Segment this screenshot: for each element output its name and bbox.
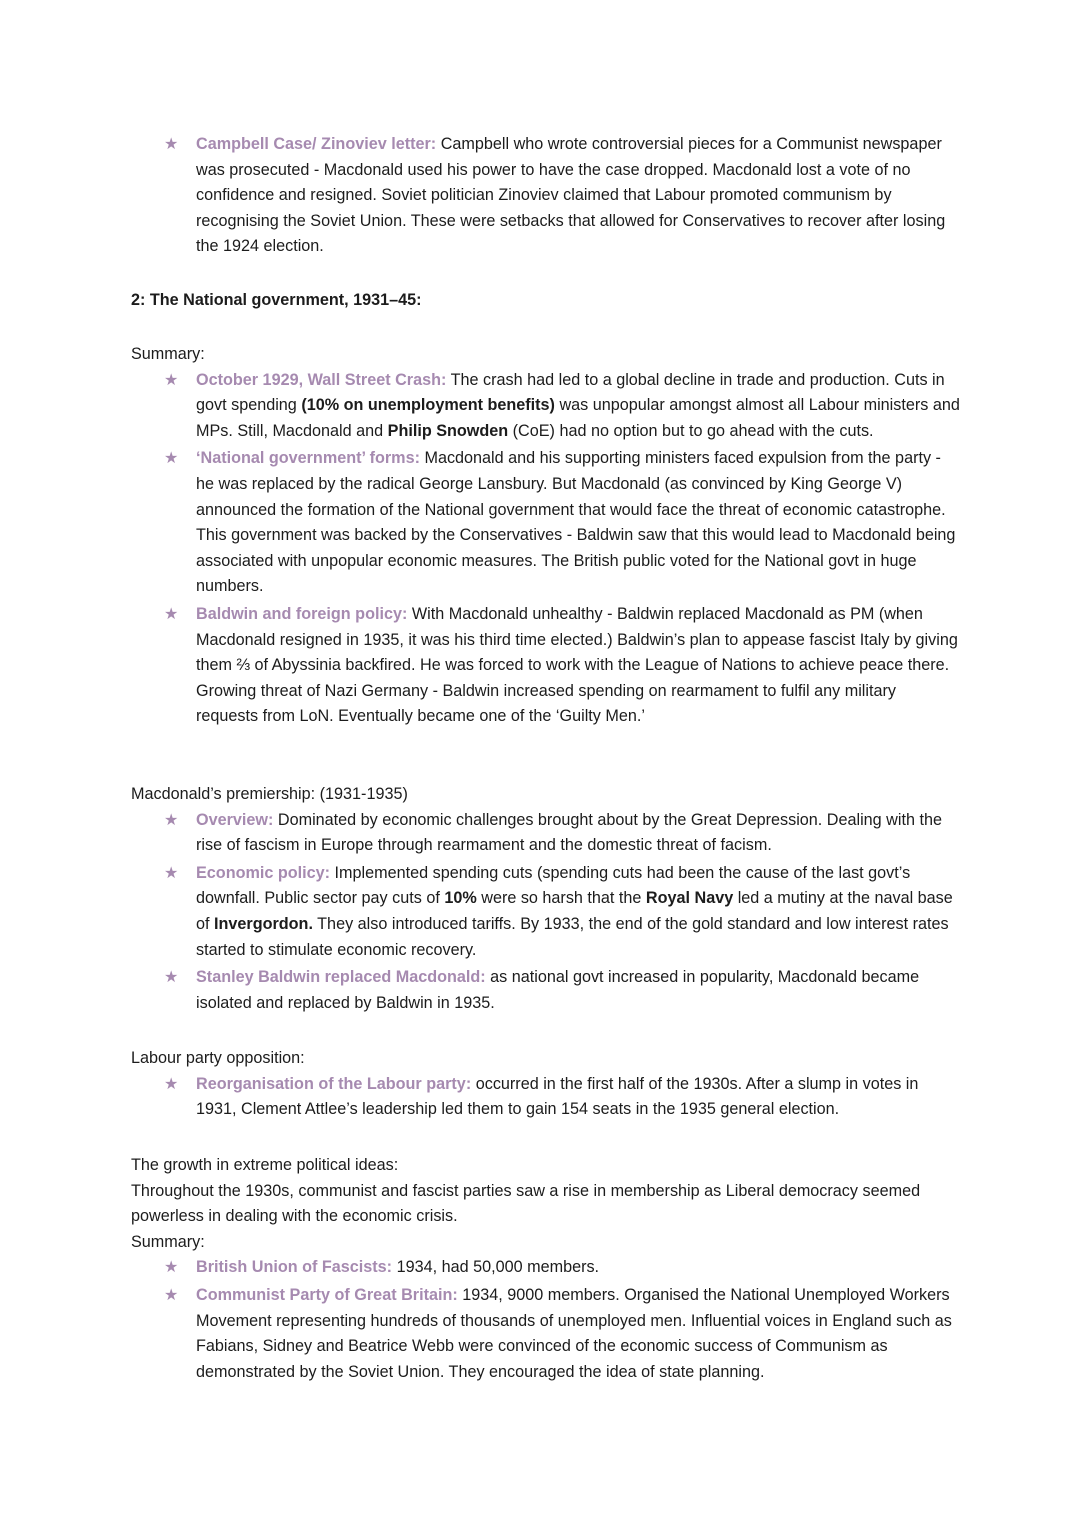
bold-text: 10% bbox=[444, 889, 477, 908]
premiership-section bbox=[131, 782, 961, 1018]
bullet-text: 1934, 9000 members. Organised the National Unemployed Workers Movement representing hundreds of thousands of unemployed men. Influential voices in England such as Fabians, Sidney and Beatrice Webb were convinced of the economic success of Communism as demonstrated by the Soviet Union. They encouraged the idea of state planning. bbox=[196, 1285, 952, 1381]
list-item bbox=[131, 965, 961, 1016]
summary-section bbox=[131, 342, 961, 732]
bullet-term: Communist Party of Great Britain: bbox=[196, 1285, 458, 1304]
bullet-text: Campbell who wrote controversial pieces for a Communist newspaper was prosecuted - Macdonald used his power to have the case dropped. Macdonald lost a vote of no confidence and resigned. Soviet politician Zinoviev claimed that Labour promoted communism by recognising the Soviet Union. These were setbacks that allowed for Conservatives to recover after losing the 1924 election. bbox=[196, 135, 946, 256]
list-item bbox=[131, 446, 961, 600]
bullet-term: British Union of Fascists: bbox=[196, 1258, 393, 1277]
star-bullet-icon: ★ bbox=[164, 811, 179, 829]
bold-text: (10% on unemployment benefits) bbox=[301, 396, 555, 415]
list-item bbox=[131, 602, 961, 730]
bullet-text: occurred in the first half of the 1930s. After a slump in votes in 1931, Clement Attlee’s leadership led them to gain 154 seats in the 1935 general election. bbox=[196, 1074, 919, 1119]
star-bullet-icon: ★ bbox=[164, 1075, 179, 1093]
section-heading-block bbox=[131, 288, 961, 314]
bullet-text: were so harsh that the bbox=[481, 889, 642, 908]
bold-text: Royal Navy bbox=[645, 889, 734, 908]
bullet-term: Overview: bbox=[196, 810, 274, 829]
extreme-label: The growth in extreme political ideas: bbox=[131, 1156, 399, 1174]
bullet-term: ‘National government’ forms: bbox=[196, 449, 420, 468]
bullet-term: Economic policy: bbox=[196, 863, 331, 882]
bullet-text: was unpopular amongst almost all Labour ministers and MPs. Still, Macdonald and bbox=[196, 396, 960, 440]
extreme-ideas-section bbox=[131, 1153, 961, 1387]
bullet-text: They also introduced tariffs. By 1933, the end of the gold standard and low interest rates started to stimulate economic recovery. bbox=[196, 914, 949, 959]
bullet-text: Dominated by economic challenges brought about by the Great Depression. Dealing with the rise of fascism in Europe through rearmament and the domestic threat of facism. bbox=[196, 810, 942, 855]
list-item bbox=[131, 1072, 961, 1123]
section-heading: 2: The National government, 1931–45: bbox=[131, 291, 422, 309]
bullet-term: Baldwin and foreign policy: bbox=[196, 604, 408, 623]
star-bullet-icon: ★ bbox=[164, 450, 179, 468]
list-item bbox=[131, 1255, 961, 1281]
bullet-text: as national govt increased in popularity, Macdonald became isolated and replaced by Baldwin in 1935. bbox=[196, 968, 920, 1012]
bullet-text: led a mutiny at the naval base of bbox=[196, 889, 953, 933]
summary-label: Summary: bbox=[131, 1232, 205, 1251]
list-item bbox=[131, 368, 961, 445]
campbell-section bbox=[131, 132, 961, 262]
summary-label: Summary: bbox=[131, 345, 205, 363]
bullet-term: Reorganisation of the Labour party: bbox=[196, 1074, 472, 1093]
bold-text: Invergordon. bbox=[214, 914, 313, 933]
star-bullet-icon: ★ bbox=[164, 1286, 179, 1304]
star-bullet-icon: ★ bbox=[164, 969, 179, 987]
bullet-text: Macdonald and his supporting ministers faced expulsion from the party - he was replaced by the radical George Lansbury. But Macdonald (as convinced by King George V) announced the formation of the National government that would face the threat of economic catastrophe. This government was backed by the Conservatives - Baldwin saw that this would lead to Macdonald being associated with unpopular economic measures. The British public voted for the National govt in huge numbers. bbox=[196, 449, 956, 596]
premiership-label: Macdonald’s premiership: (1931-1935) bbox=[131, 785, 408, 803]
bullet-term: Stanley Baldwin replaced Macdonald: bbox=[196, 968, 486, 987]
bullet-text: Implemented spending cuts (spending cuts had been the cause of the last govt’s downfall. Public sector pay cuts of bbox=[196, 863, 911, 908]
list-item bbox=[131, 808, 961, 859]
star-bullet-icon: ★ bbox=[164, 371, 179, 389]
bullet-text: With Macdonald unhealthy - Baldwin replaced Macdonald as PM (when Macdonald resigned in 1935, it was his third time elected.) Baldwin’s plan to appease fascist Italy by giving them ⅔ of Abyssinia backfired. He was forced to work with the League of Nations to achieve peace there. Growing threat of Nazi Germany - Baldwin increased spending on rearmament to fulfil any military requests from LoN. Eventually became one of the ‘Guilty Men.’ bbox=[196, 604, 958, 726]
list-item bbox=[131, 1283, 961, 1385]
star-bullet-icon: ★ bbox=[164, 864, 179, 882]
bullet-text: (CoE) had no option but to go ahead with the cuts. bbox=[512, 421, 874, 440]
labour-opposition-section bbox=[131, 1046, 961, 1125]
star-bullet-icon: ★ bbox=[164, 605, 179, 623]
star-bullet-icon: ★ bbox=[164, 136, 179, 153]
bullet-text: 1934, had 50,000 members. bbox=[396, 1258, 600, 1277]
list-item bbox=[131, 861, 961, 963]
bold-text: Philip Snowden bbox=[387, 421, 509, 440]
bullet-text: The crash had led to a global decline in trade and production. Cuts in govt spending bbox=[196, 370, 945, 415]
list-item bbox=[131, 132, 961, 260]
bullet-term: Campbell Case/ Zinoviev letter: bbox=[196, 135, 437, 153]
extreme-intro: Throughout the 1930s, communist and fascist parties saw a rise in membership as Liberal democracy seemed powerless in dealing with the economic crisis. bbox=[131, 1181, 921, 1226]
labour-opposition-label: Labour party opposition: bbox=[131, 1049, 305, 1067]
bullet-term: October 1929, Wall Street Crash: bbox=[196, 370, 447, 389]
star-bullet-icon: ★ bbox=[164, 1259, 179, 1277]
